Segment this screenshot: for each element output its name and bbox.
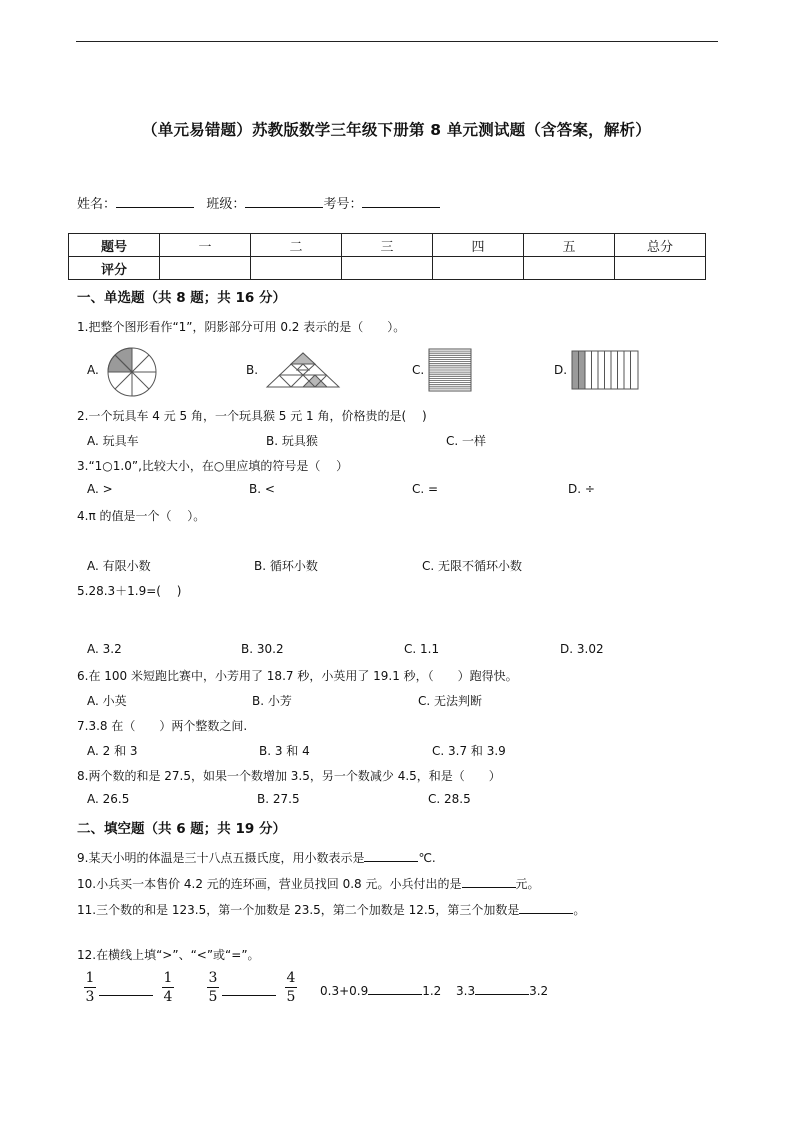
q6-option-a[interactable]: A. 小英 bbox=[87, 694, 127, 708]
q12-expr2-left: 3.3 bbox=[456, 984, 476, 998]
q8-option-c[interactable]: C. 28.5 bbox=[428, 792, 471, 806]
q8-option-b[interactable]: B. 27.5 bbox=[257, 792, 300, 806]
q5-option-b[interactable]: B. 30.2 bbox=[241, 642, 284, 656]
q3-stem: 3.“1○1.0”,比较大小，在○里应填的符号是（ ） bbox=[77, 459, 349, 473]
fraction-4-5: 4 5 bbox=[286, 970, 296, 1005]
q2-stem: 2.一个玩具车 4 元 5 角，一个玩具猴 5 元 1 角，价格贵的是( ) bbox=[77, 409, 427, 423]
q12-blank-4[interactable] bbox=[475, 983, 529, 995]
q6-option-b[interactable]: B. 小芳 bbox=[252, 694, 292, 708]
score-col-2: 二 bbox=[251, 234, 342, 257]
student-info bbox=[77, 193, 440, 212]
score-col-3: 三 bbox=[342, 234, 433, 257]
q12-blank-1[interactable] bbox=[99, 984, 153, 996]
q1-horizontal-strips-figure bbox=[428, 348, 472, 392]
q5-option-d[interactable]: D. 3.02 bbox=[560, 642, 604, 656]
q5-option-a[interactable]: A. 3.2 bbox=[87, 642, 122, 656]
q10-unit: 元。 bbox=[515, 877, 540, 891]
q1-triangle-figure bbox=[265, 351, 341, 389]
q1-stem: 1.把整个图形看作“1”，阴影部分可用 0.2 表示的是（ ）。 bbox=[77, 320, 406, 334]
score-row-label: 评分 bbox=[69, 257, 160, 280]
q10-stem bbox=[77, 875, 540, 892]
q10-text: 10.小兵买一本售价 4.2 元的连环画，营业员找回 0.8 元。小兵付出的是 bbox=[77, 877, 462, 891]
fraction-1-4: 1 4 bbox=[163, 970, 173, 1005]
score-cell-1[interactable] bbox=[160, 257, 251, 280]
q2-option-c[interactable]: C. 一样 bbox=[446, 434, 487, 448]
q3-option-d[interactable]: D. ÷ bbox=[568, 482, 595, 496]
q4-option-b[interactable]: B. 循环小数 bbox=[254, 559, 318, 573]
q8-option-a[interactable]: A. 26.5 bbox=[87, 792, 130, 806]
q1-vertical-strips-figure bbox=[570, 349, 640, 391]
q1-option-c[interactable]: C. bbox=[412, 363, 425, 377]
q12-blank-3[interactable] bbox=[368, 983, 422, 995]
score-col-total: 总分 bbox=[615, 234, 706, 257]
section2-title: 二、填空题（共 6 题；共 19 分） bbox=[77, 821, 286, 837]
q1-circle-figure bbox=[106, 346, 158, 398]
class-label: 班级： bbox=[206, 197, 246, 212]
q10-answer-blank[interactable] bbox=[462, 876, 516, 888]
q3-option-a[interactable]: A. > bbox=[87, 482, 113, 496]
header-rule bbox=[76, 41, 718, 42]
q8-stem: 8.两个数的和是 27.5，如果一个数增加 3.5，另一个数减少 4.5，和是（ ） bbox=[77, 769, 501, 783]
q12-stem: 12.在横线上填“>”、“<”或“=”。 bbox=[77, 948, 260, 962]
q9-stem bbox=[77, 849, 436, 866]
fraction-1-3: 1 3 bbox=[85, 970, 95, 1005]
q7-option-c[interactable]: C. 3.7 和 3.9 bbox=[432, 744, 506, 758]
q1-option-d[interactable]: D. bbox=[554, 363, 568, 377]
q6-option-c[interactable]: C. 无法判断 bbox=[418, 694, 483, 708]
q4-option-a[interactable]: A. 有限小数 bbox=[87, 559, 151, 573]
q5-stem: 5.28.3＋1.9=( ) bbox=[77, 584, 182, 598]
q7-stem: 7.3.8 在（ ）两个整数之间. bbox=[77, 719, 248, 733]
q4-stem: 4.π 的值是一个（ ）。 bbox=[77, 509, 206, 523]
q1-option-b[interactable]: B. bbox=[246, 363, 259, 377]
score-col-1: 一 bbox=[160, 234, 251, 257]
name-field[interactable] bbox=[116, 195, 194, 208]
score-table bbox=[68, 233, 706, 280]
q2-option-a[interactable]: A. 玩具车 bbox=[87, 434, 139, 448]
score-table-header-row bbox=[69, 234, 706, 257]
q12-expr1-right: 1.2 bbox=[422, 984, 442, 998]
q12-compare-1 bbox=[320, 983, 441, 998]
fraction-3-5: 3 5 bbox=[208, 970, 218, 1005]
score-cell-total[interactable] bbox=[615, 257, 706, 280]
score-col-5: 五 bbox=[524, 234, 615, 257]
q3-option-c[interactable]: C. = bbox=[412, 482, 439, 496]
q12-expr1-left: 0.3+0.9 bbox=[320, 984, 369, 998]
q1-option-a[interactable]: A. bbox=[87, 363, 99, 377]
score-header-label: 题号 bbox=[69, 234, 160, 257]
q7-option-b[interactable]: B. 3 和 4 bbox=[259, 744, 310, 758]
score-col-4: 四 bbox=[433, 234, 524, 257]
q6-stem: 6.在 100 米短跑比赛中，小芳用了 18.7 秒，小英用了 19.1 秒，（ ）跑得快。 bbox=[77, 669, 518, 683]
q7-option-a[interactable]: A. 2 和 3 bbox=[87, 744, 138, 758]
q12-compare-2 bbox=[456, 983, 548, 998]
q12-blank-2[interactable] bbox=[222, 984, 276, 996]
q3-option-b[interactable]: B. < bbox=[249, 482, 275, 496]
q11-stem bbox=[77, 901, 585, 918]
name-label: 姓名： bbox=[77, 197, 117, 212]
id-field[interactable] bbox=[362, 195, 440, 208]
score-cell-4[interactable] bbox=[433, 257, 524, 280]
score-cell-3[interactable] bbox=[342, 257, 433, 280]
q5-option-c[interactable]: C. 1.1 bbox=[404, 642, 440, 656]
class-field[interactable] bbox=[245, 195, 323, 208]
page-title: （单元易错题）苏教版数学三年级下册第 8 单元测试题（含答案，解析） bbox=[142, 121, 651, 139]
score-cell-2[interactable] bbox=[251, 257, 342, 280]
q9-answer-blank[interactable] bbox=[364, 850, 418, 862]
q4-option-c[interactable]: C. 无限不循环小数 bbox=[422, 559, 523, 573]
id-label: 考号： bbox=[323, 197, 363, 212]
section1-title: 一、单选题（共 8 题；共 16 分） bbox=[77, 290, 286, 306]
q9-text: 9.某天小明的体温是三十八点五摄氏度，用小数表示是 bbox=[77, 851, 365, 865]
score-table-score-row bbox=[69, 257, 706, 280]
q9-unit: ℃. bbox=[418, 851, 436, 865]
q11-text: 11.三个数的和是 123.5，第一个加数是 23.5，第二个加数是 12.5，第三个加数是 bbox=[77, 903, 520, 917]
q2-option-b[interactable]: B. 玩具猴 bbox=[266, 434, 318, 448]
q12-expr2-right: 3.2 bbox=[529, 984, 549, 998]
q11-end: 。 bbox=[573, 903, 586, 917]
score-cell-5[interactable] bbox=[524, 257, 615, 280]
q11-answer-blank[interactable] bbox=[519, 902, 573, 914]
